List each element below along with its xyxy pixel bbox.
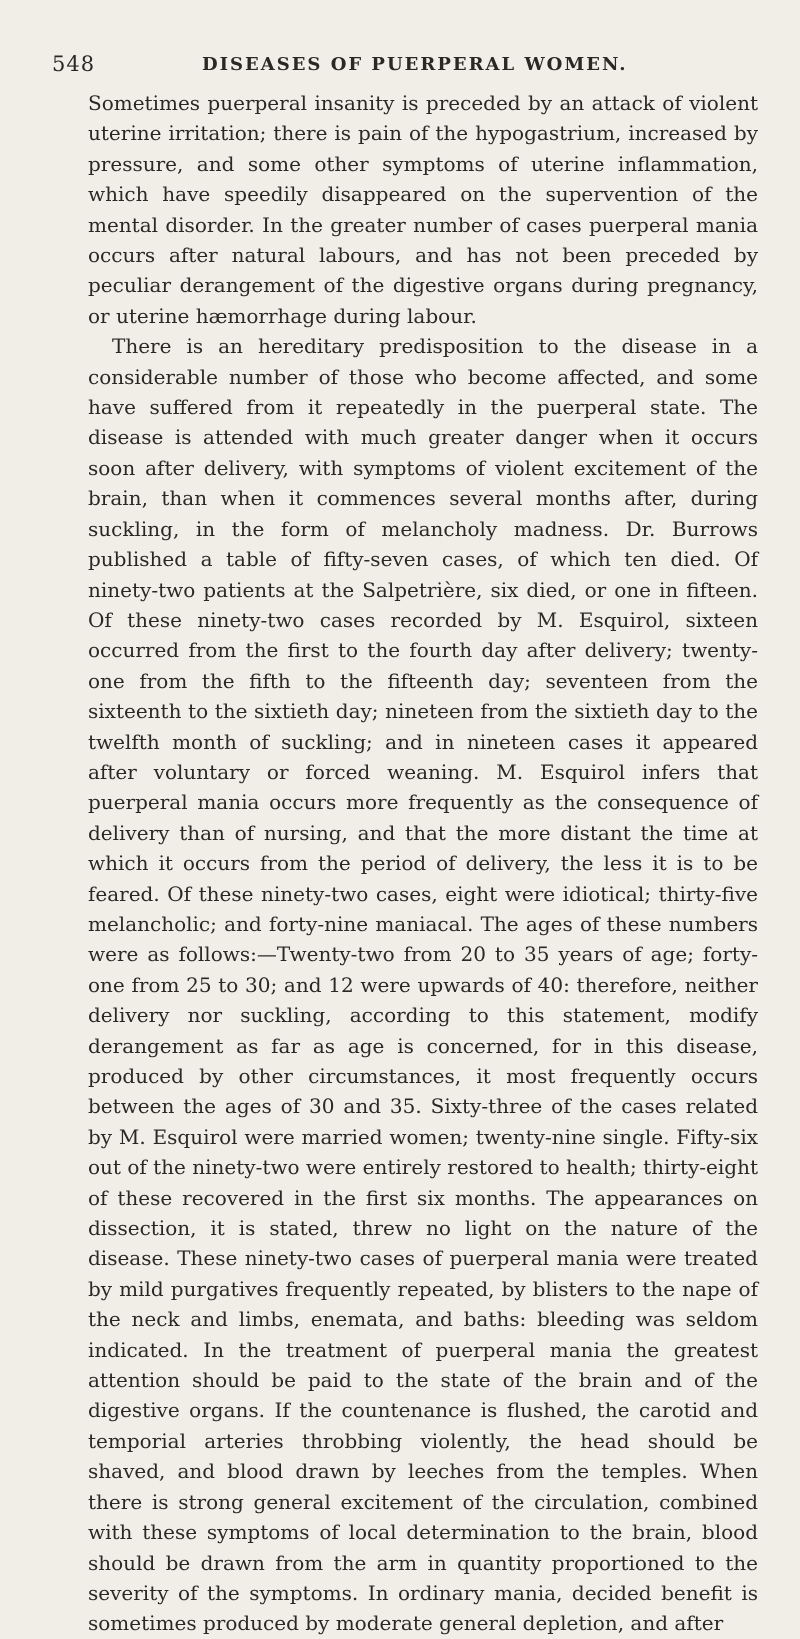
- paragraph: There is an hereditary predisposition to the disease in a considerable number of those who become affected, and some have suffered from it repeatedly in the puerperal state. The disease is attended with much greater danger when it occurs soon after delivery, with symptoms of violent excitement of the brain, than when it commences several months after, during suckling, in the form of melancholy madness. Dr. Burrows published a table of fifty-seven cases, of which ten died. Of ninety-two patients at the Salpetrière, six died, or one in fifteen. Of these ninety-two cases recorded by M. Esquirol, sixteen occurred from the first to the fourth day after delivery; twenty-one from the fifth to the fifteenth day; seventeen from the sixteenth to the sixtieth day; nineteen from the sixtieth day to the twelfth month of suckling; and in nineteen cases it appeared after voluntary or forced weaning. M. Esquirol infers that puerperal mania occurs more frequently as the consequence of delivery than of nursing, and that the more distant the time at which it occurs from the period of delivery, the less it is to be feared. Of these ninety-two cases, eight were idiotical; thirty-five melancholic; and forty-nine maniacal. The ages of these numbers were as follows:—Twenty-two from 20 to 35 years of age; forty-one from 25 to 30; and 12 were upwards of 40: therefore, neither delivery nor suckling, according to this statement, modify derangement as far as age is concerned, for in this disease, produced by other circumstances, it most frequently occurs between the ages of 30 and 35. Sixty-three of the cases related by M. Esquirol were married women; twenty-nine single. Fifty-six out of the ninety-two were entirely restored to health; thirty-eight of these recovered in the first six months. The appearances on dissection, it is stated, threw no light on the nature of the disease. These ninety-two cases of puerperal mania were treated by mild purgatives frequently repeated, by blisters to the nape of the neck and limbs, enemata, and baths: bleeding was seldom indicated. In the treatment of puerperal mania the greatest attention should be paid to the state of the brain and of the digestive organs. If the countenance is flushed, the carotid and temporial arteries throbbing violently, the head should be shaved, and blood drawn by leeches from the temples. When there is strong general excitement of the circulation, combined with these symptoms of local determination to the brain, blood should be drawn from the arm in quantity proportioned to the severity of the symptoms. In ordinary mania, decided benefit is sometimes produced by moderate general depletion, and after: [88, 334, 758, 1636]
- running-head: DISEASES OF PUERPERAL WOMEN.: [202, 54, 628, 75]
- page-header: [52, 48, 748, 82]
- body-text: [88, 88, 758, 1639]
- paragraph: Sometimes puerperal insanity is preceded by an attack of violent uterine irritation; there is pain of the hypogastrium, increased by pressure, and some other symptoms of uterine inflammation, which have speedily disappeared on the supervention of the mental disorder. In the greater number of cases puerperal mania occurs after natural labours, and has not been preceded by peculiar derangement of the digestive organs during pregnancy, or uterine hæmorrhage during labour.: [88, 91, 758, 328]
- page-number: 548: [52, 52, 96, 76]
